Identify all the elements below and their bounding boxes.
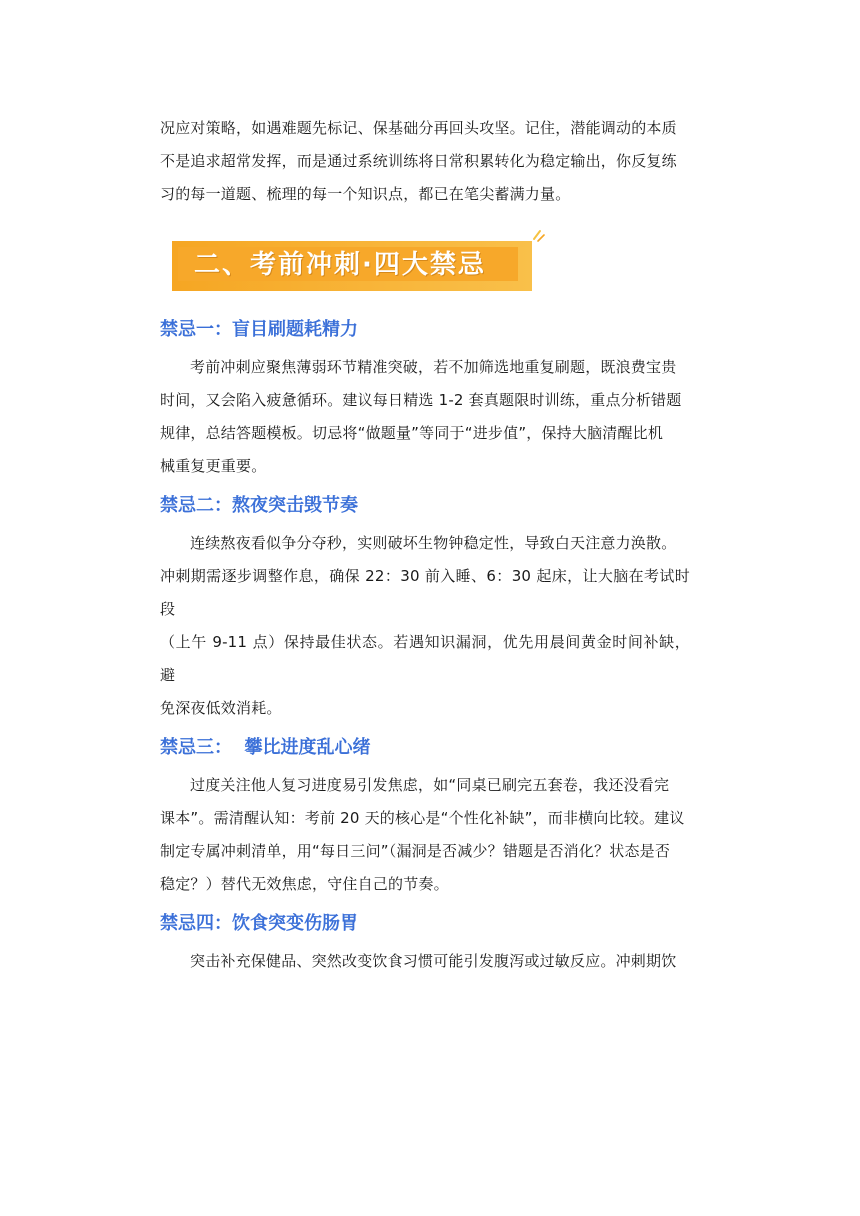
sparkle-icon — [532, 229, 546, 243]
paragraph-line: 冲刺期需逐步调整作息，确保 22：30 前入睡、6：30 起床，让大脑在考试时段 — [160, 567, 690, 618]
section-heading: 禁忌三： 攀比进度乱心绪 — [160, 737, 371, 758]
section-taboo-2 — [160, 489, 690, 725]
paragraph-line: （上午 9-11 点）保持最佳状态。若遇知识漏洞，优先用晨间黄金时间补缺，避 — [160, 633, 690, 684]
intro-paragraph — [160, 112, 690, 211]
paragraph-line: 连续熬夜看似争分夺秒，实则破坏生物钟稳定性，导致白天注意力涣散。 — [190, 534, 677, 552]
paragraph-line: 不是追求超常发挥，而是通过系统训练将日常积累转化为稳定输出，你反复练 — [160, 152, 677, 170]
paragraph-line: 稳定？）替代无效焦虑，守住自己的节奏。 — [160, 875, 449, 893]
paragraph-line: 免深夜低效消耗。 — [160, 699, 282, 717]
paragraph-line: 过度关注他人复习进度易引发焦虑，如“同桌已刷完五套卷，我还没看完 — [190, 776, 670, 794]
paragraph-line: 况应对策略，如遇难题先标记、保基础分再回头攻坚。记住，潜能调动的本质 — [160, 119, 677, 137]
paragraph-line: 时间，又会陷入疲惫循环。建议每日精选 1-2 套真题限时训练，重点分析错题 — [160, 391, 682, 409]
section-heading: 禁忌四：饮食突变伤肠胃 — [160, 913, 358, 934]
document-page — [160, 112, 690, 978]
paragraph-line: 制定专属冲刺清单，用“每日三问”（漏洞是否减少？错题是否消化？状态是否 — [160, 842, 671, 860]
banner-title: 二、考前冲刺·四大禁忌 — [194, 250, 486, 280]
banner-background — [172, 241, 532, 291]
section-banner — [160, 235, 690, 307]
paragraph-line: 课本”。需清醒认知：考前 20 天的核心是“个性化补缺”，而非横向比较。建议 — [160, 809, 685, 827]
section-taboo-1 — [160, 313, 690, 483]
paragraph-line: 考前冲刺应聚焦薄弱环节精准突破，若不加筛选地重复刷题，既浪费宝贵 — [190, 358, 677, 376]
section-taboo-3 — [160, 731, 690, 901]
section-heading: 禁忌一：盲目刷题耗精力 — [160, 319, 358, 340]
paragraph-line: 习的每一道题、梳理的每一个知识点，都已在笔尖蓄满力量。 — [160, 185, 571, 203]
paragraph-line: 规律，总结答题模板。切忌将“做题量”等同于“进步值”，保持大脑清醒比机 — [160, 424, 664, 442]
paragraph-line: 械重复更重要。 — [160, 457, 267, 475]
section-taboo-4 — [160, 907, 690, 978]
paragraph-line: 突击补充保健品、突然改变饮食习惯可能引发腹泻或过敏反应。冲刺期饮 — [190, 952, 677, 970]
section-heading: 禁忌二：熬夜突击毁节奏 — [160, 495, 358, 516]
